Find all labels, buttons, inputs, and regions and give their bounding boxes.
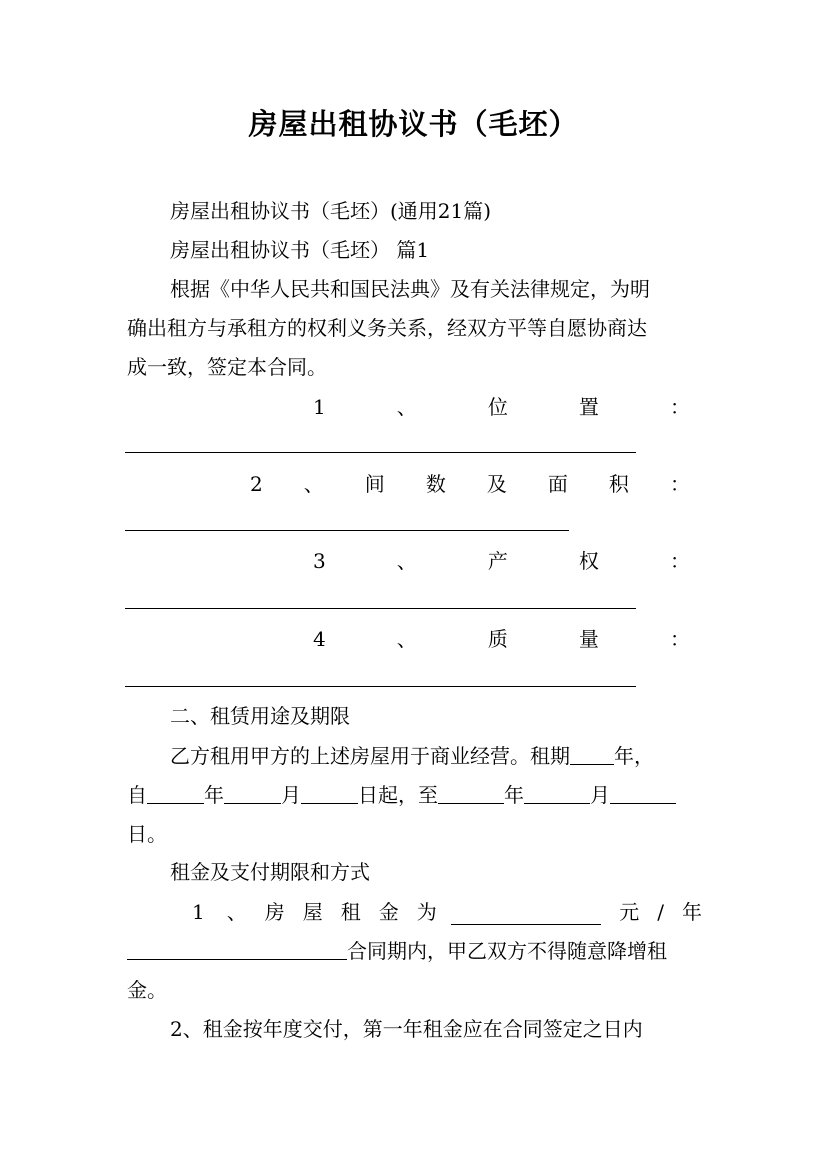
paragraph-line: 成一致，签定本合同。 (127, 355, 327, 379)
inline-text: 日起，至 (358, 783, 438, 807)
item-text: 2 (250, 472, 263, 496)
item-text: 权 (578, 549, 599, 573)
paragraph-line (127, 776, 702, 815)
item-text: 、 (303, 472, 324, 496)
fill-in-line (125, 452, 636, 453)
item-text: 租 (340, 900, 379, 924)
item-text: 、 (396, 627, 417, 651)
inline-text: 月 (281, 783, 301, 807)
item-text: ： (669, 395, 690, 419)
item-text: 1 (192, 900, 205, 924)
fill-in-line (125, 608, 636, 609)
blank-field (127, 935, 347, 960)
inline-text: 年 (504, 783, 524, 807)
item-text: 质 (487, 627, 508, 651)
item-text: 产 (487, 549, 508, 573)
rent-amount-line (192, 893, 702, 932)
inline-text: 月 (590, 783, 610, 807)
paragraph-line: 确出租方与承租方的权利义务关系，经双方平等自愿协商达 (127, 316, 647, 340)
section-heading: 二、租赁用途及期限 (170, 704, 350, 728)
item-quality (313, 620, 690, 659)
item-text: 量 (578, 627, 599, 651)
item-text: ： (669, 472, 690, 496)
paragraph-line (127, 932, 702, 971)
document-title: 房屋出租协议书（毛坯） (248, 107, 579, 141)
inline-text: 乙方租用甲方的上述房屋用于商业经营。租期 (170, 744, 570, 768)
item-text: 为 (416, 900, 437, 924)
inline-text: 自 (127, 783, 147, 807)
item-text: 、 (396, 549, 417, 573)
item-text: 间 (364, 472, 385, 496)
item-text: 元 (619, 900, 640, 924)
item-location (313, 388, 690, 427)
blank-field (147, 779, 204, 804)
blank-field (610, 779, 676, 804)
blank-field (301, 779, 358, 804)
inline-text: 年， (614, 744, 654, 768)
item-text: 4 (313, 627, 326, 651)
item-rooms-area (250, 465, 690, 504)
item-text: 位 (487, 395, 508, 419)
part-heading: 房屋出租协议书（毛坯） 篇1 (170, 238, 430, 262)
item-text: 积 (608, 472, 629, 496)
blank-field (451, 900, 602, 925)
inline-text: 合同期内，甲乙双方不得随意降增租 (347, 939, 667, 963)
item-text: 金 (378, 900, 417, 924)
blank-field (224, 779, 281, 804)
fill-in-line (125, 686, 636, 687)
item-property-right (313, 542, 690, 581)
item-text: 房 (264, 900, 303, 924)
item-text: 年 (682, 900, 702, 924)
item-text: 置 (578, 395, 599, 419)
paragraph-line: 根据《中华人民共和国民法典》及有关法律规定，为明 (170, 277, 650, 301)
item-text: 、 (396, 395, 417, 419)
inline-text: 年 (204, 783, 224, 807)
item-text: 1 (313, 395, 326, 419)
item-text: 、 (226, 900, 247, 924)
item-text: 面 (547, 472, 568, 496)
item-text: 数 (425, 472, 446, 496)
paragraph-line: 日。 (127, 822, 167, 846)
item-text: ： (669, 627, 690, 651)
paragraph-line (170, 737, 702, 776)
item-text: ： (669, 549, 690, 573)
section-heading: 租金及支付期限和方式 (170, 860, 370, 884)
item-text: / (657, 900, 664, 924)
blank-field (438, 779, 504, 804)
blank-field (524, 779, 590, 804)
subtitle-line: 房屋出租协议书（毛坯）(通用21篇) (170, 199, 492, 223)
item-text: 屋 (302, 900, 341, 924)
fill-in-line (125, 530, 569, 531)
paragraph-line: 金。 (127, 978, 167, 1002)
blank-field (570, 740, 614, 765)
item-text: 及 (486, 472, 507, 496)
item-text: 3 (313, 549, 326, 573)
paragraph-line: 2、租金按年度交付，第一年租金应在合同签定之日内 (170, 1017, 643, 1041)
